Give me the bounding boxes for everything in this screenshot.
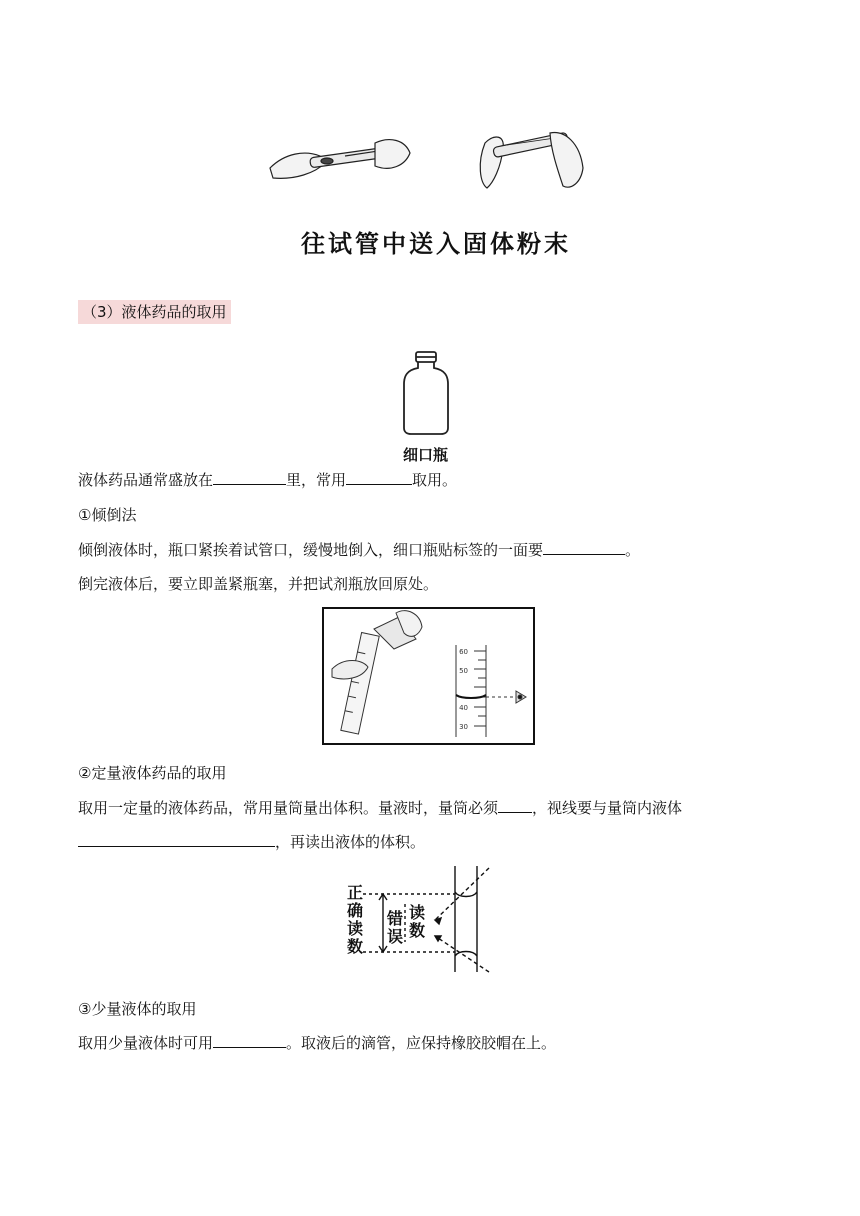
text-segment: 取用一定量的液体药品，常用量筒量出体积。量液时，量筒必须 xyxy=(78,799,499,817)
small-amount-line xyxy=(78,1033,556,1053)
figure-bottle xyxy=(395,348,465,468)
answer-blank[interactable] xyxy=(213,470,286,485)
pour-method-line2: 倒完液体后，要立即盖紧瓶塞，并把试剂瓶放回原处。 xyxy=(78,575,439,593)
hands-test-tube-illustration xyxy=(265,128,595,198)
tick-label: 50 xyxy=(459,667,468,675)
pour-method-title: ①倾倒法 xyxy=(78,506,137,524)
quantitative-line2 xyxy=(78,832,425,852)
answer-blank[interactable] xyxy=(213,1033,286,1048)
pouring-cylinder-illustration xyxy=(324,609,533,743)
figure-reading xyxy=(343,864,493,974)
reading-diagram xyxy=(343,864,493,974)
text-segment: 。 xyxy=(625,541,641,559)
figure-pouring xyxy=(322,607,535,745)
text-segment: ，再读出液体的体积。 xyxy=(275,833,426,851)
text-segment: 取用少量液体时可用 xyxy=(78,1034,214,1052)
narrow-mouth-bottle-illustration xyxy=(395,348,465,438)
tick-label: 40 xyxy=(459,704,468,712)
text-segment: 里，常用 xyxy=(286,471,347,489)
figure-solid-powder xyxy=(265,128,595,258)
diagram-char: 读 xyxy=(347,919,364,938)
answer-blank[interactable] xyxy=(543,540,625,555)
tick-label: 60 xyxy=(459,648,468,656)
text-segment: 倾倒液体时，瓶口紧挨着试管口，缓慢地倒入，细口瓶贴标签的一面要 xyxy=(78,541,544,559)
liquid-storage-line xyxy=(78,470,457,490)
diagram-char: 错 xyxy=(387,909,404,928)
diagram-char: 数 xyxy=(347,937,364,956)
answer-blank[interactable] xyxy=(78,832,275,847)
diagram-char: 数 xyxy=(409,921,426,940)
diagram-char: 读 xyxy=(409,903,426,922)
quantitative-line1 xyxy=(78,798,682,818)
small-amount-title: ③少量液体的取用 xyxy=(78,1000,197,1018)
quantitative-title: ②定量液体药品的取用 xyxy=(78,764,227,782)
text-segment: 取用。 xyxy=(412,471,458,489)
text-segment: ，视线要与量筒内液体 xyxy=(532,799,683,817)
section-heading: （3）液体药品的取用 xyxy=(78,300,231,324)
diagram-char: 正 xyxy=(347,883,364,902)
tick-label: 30 xyxy=(459,723,468,731)
text-segment: 液体药品通常盛放在 xyxy=(78,471,214,489)
diagram-char: 误 xyxy=(387,927,404,946)
answer-blank[interactable] xyxy=(498,798,532,813)
pour-method-line1 xyxy=(78,540,640,560)
text-segment: 。取液后的滴管，应保持橡胶胶帽在上。 xyxy=(286,1034,557,1052)
answer-blank[interactable] xyxy=(346,470,412,485)
diagram-char: 确 xyxy=(347,901,364,920)
figure-caption: 往试管中送入固体粉末 xyxy=(301,229,571,258)
bottle-label: 细口瓶 xyxy=(403,446,449,464)
